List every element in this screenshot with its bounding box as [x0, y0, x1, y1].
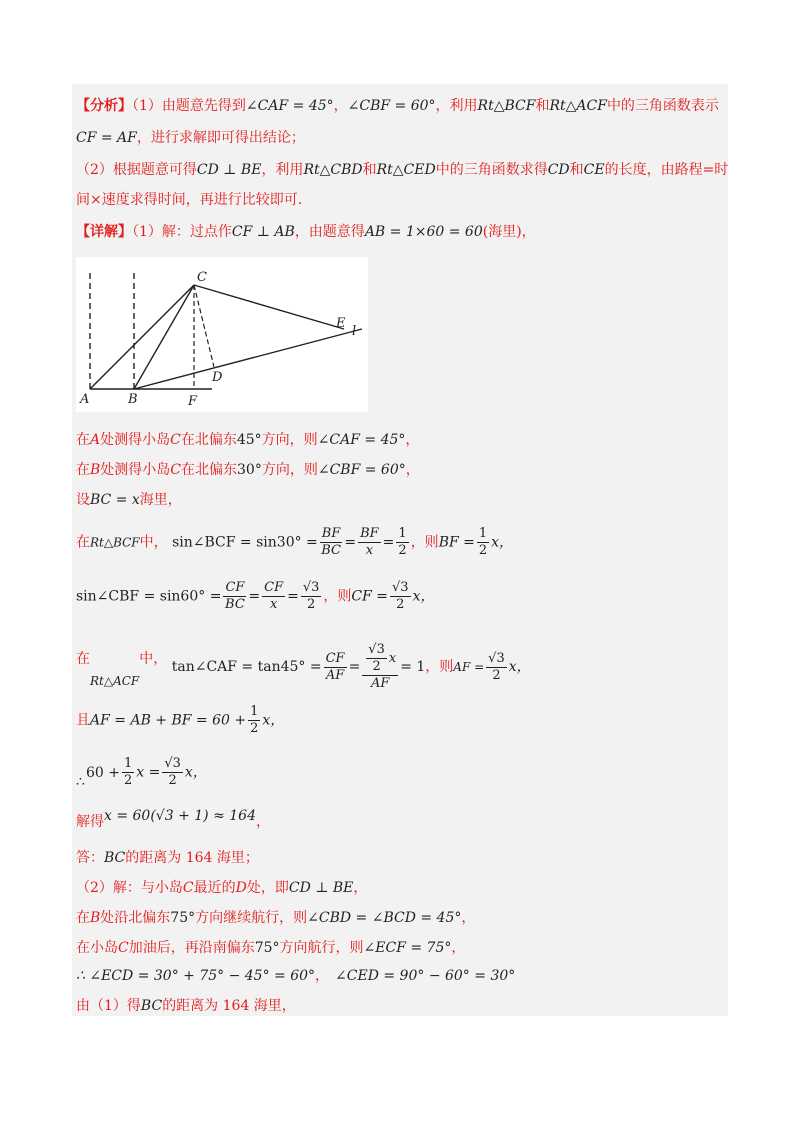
- math-cd: CD: [547, 162, 570, 178]
- math-rt-ced: Rt△CED: [376, 162, 436, 178]
- text: 在小岛: [76, 940, 118, 956]
- den: 2: [396, 597, 405, 612]
- text: 75°: [254, 940, 280, 956]
- text: 在北偏东: [180, 432, 237, 448]
- math: BC: [140, 998, 163, 1014]
- text: 处沿北偏东: [100, 910, 171, 926]
- text: 在: [76, 534, 90, 551]
- math: x =: [136, 764, 161, 781]
- line-cd: [194, 285, 214, 367]
- math-rt-cbd: Rt△CBD: [303, 162, 363, 178]
- text: 30°: [237, 462, 262, 478]
- text: D: [235, 880, 247, 896]
- text: 处测得小岛: [100, 462, 171, 478]
- text: 和: [362, 162, 377, 178]
- geometry-svg: [76, 257, 368, 412]
- sol-line-14: [76, 966, 515, 986]
- math: x，: [184, 764, 207, 781]
- math: x = 60(√3 + 1) ≈ 164: [104, 808, 256, 824]
- den: 2: [168, 773, 177, 788]
- den: 2: [306, 597, 316, 612]
- text: ，: [451, 940, 466, 956]
- analysis-line-1: [76, 96, 719, 116]
- text: 在: [76, 910, 90, 926]
- frac: [162, 756, 183, 789]
- math: ∠CBF = 60°: [317, 462, 406, 478]
- text: ，则: [323, 588, 352, 605]
- num: √3: [368, 642, 385, 657]
- line-ac: [90, 285, 194, 389]
- math: x，: [412, 588, 435, 605]
- text: C: [182, 880, 194, 896]
- math: sin∠CBF = sin60° =: [76, 588, 222, 605]
- text: ，由题意得: [294, 224, 365, 240]
- eq: =: [344, 534, 357, 551]
- text: 的长度，由路程=时: [604, 162, 729, 178]
- frac: [122, 756, 134, 789]
- math-cf-ab: CF ⊥ AB: [231, 224, 295, 240]
- num: √3: [164, 756, 181, 771]
- analysis-line-2: [76, 128, 305, 148]
- text: 处，即: [246, 880, 289, 896]
- text: 在: [76, 462, 90, 478]
- frac: [390, 580, 411, 613]
- detail-tag: 【详解】: [76, 224, 132, 240]
- math: sin∠BCF = sin30° =: [172, 534, 318, 551]
- sol-line-1: [76, 430, 419, 450]
- math: CD ⊥ BE: [288, 880, 354, 896]
- num: CF: [264, 580, 284, 595]
- sol-line-9: [76, 806, 270, 830]
- den: 2: [478, 543, 488, 558]
- text: 75°: [170, 910, 196, 926]
- math: ∠ECF = 75°: [363, 940, 452, 956]
- text: C: [118, 940, 129, 956]
- sol-line-3: [76, 490, 182, 510]
- text: （1）由题意先得到: [132, 98, 246, 114]
- den: AF: [371, 676, 390, 691]
- text: 加油后，再沿南偏东: [128, 940, 255, 956]
- frac: [248, 704, 260, 737]
- math: x，: [491, 534, 514, 551]
- den: 2: [398, 543, 407, 558]
- frac-compound: [362, 642, 398, 692]
- text: 方向航行，则: [279, 940, 364, 956]
- math: = 1: [400, 659, 426, 675]
- text: 中，: [139, 534, 168, 551]
- math: ∴ ∠ECD = 30° + 75° − 45° = 60°: [76, 968, 316, 984]
- sol-line-2: [76, 460, 420, 480]
- num: BF: [360, 526, 379, 541]
- frac: [320, 526, 343, 559]
- analysis-line-3: [76, 160, 728, 180]
- eq: =: [348, 659, 361, 675]
- label-b: B: [128, 392, 138, 407]
- num: √3: [488, 650, 505, 666]
- text: 方向，则: [261, 432, 318, 448]
- den: 2: [124, 773, 133, 788]
- text: ，: [405, 462, 420, 478]
- frac: [486, 651, 507, 684]
- num: 1: [398, 526, 407, 541]
- sol-line-4: [76, 526, 513, 559]
- math: Rt△ACF: [90, 674, 140, 688]
- text: 答：: [76, 850, 104, 866]
- den: 2: [492, 667, 501, 683]
- text: 的距离为 164 海里；: [125, 850, 259, 866]
- var: x: [388, 651, 397, 666]
- text: （2）根据题意可得: [76, 162, 197, 178]
- text: A: [90, 432, 101, 448]
- num: CF: [225, 580, 245, 595]
- label-d: D: [212, 370, 223, 385]
- frac: [396, 526, 408, 559]
- text: 方向，则: [261, 462, 318, 478]
- math: Rt△BCF: [90, 535, 140, 550]
- text: ，: [353, 880, 368, 896]
- den: 2: [372, 659, 381, 674]
- den: AF: [325, 667, 345, 683]
- frac: [358, 526, 381, 559]
- text: 在: [76, 432, 90, 448]
- text: 在北偏东: [181, 462, 238, 478]
- label-l: l: [352, 324, 357, 339]
- math-cbf: ∠CBF = 60°: [347, 98, 436, 114]
- text: （1）解：过点作: [132, 224, 232, 240]
- den: BC: [225, 597, 245, 612]
- math: x，: [262, 712, 285, 729]
- text: ，利用: [261, 162, 304, 178]
- math: 60 +: [86, 764, 120, 781]
- num: CF: [325, 650, 345, 666]
- text: ，利用: [435, 98, 478, 114]
- label-f: F: [188, 394, 198, 409]
- den: 2: [250, 721, 259, 736]
- den: BC: [321, 543, 341, 558]
- text: 最近的: [193, 880, 236, 896]
- eq: =: [287, 588, 299, 605]
- sol-line-15: [76, 996, 296, 1016]
- math-rt-acf: Rt△ACF: [549, 98, 607, 114]
- label-c: C: [197, 270, 207, 285]
- sol-therefore: [76, 772, 85, 792]
- analysis-tag: 【分析】: [76, 98, 132, 114]
- text: 和: [569, 162, 584, 178]
- text: ，: [315, 968, 330, 984]
- text: 且: [76, 712, 90, 729]
- num: 1: [250, 704, 259, 719]
- sol-line-8: [76, 756, 207, 789]
- text: 间×速度求得时间，再进行比较即可.: [76, 192, 303, 208]
- text: 中的三角函数求得: [435, 162, 548, 178]
- text: ，: [461, 910, 476, 926]
- math: AF =: [453, 660, 485, 674]
- frac: [301, 580, 322, 613]
- text: 解得: [76, 814, 104, 830]
- eq: =: [382, 534, 395, 551]
- math: CF =: [351, 588, 389, 605]
- label-e: E: [336, 316, 346, 331]
- line-be: [134, 329, 362, 389]
- math-caf: ∠CAF = 45°: [245, 98, 334, 114]
- text: （2）解：与小岛: [76, 880, 183, 896]
- text: B: [90, 462, 101, 478]
- sol-line-12: [76, 908, 475, 928]
- analysis-line-4: [76, 190, 302, 210]
- num: √3: [302, 580, 320, 595]
- text: 由（1）得: [76, 998, 141, 1014]
- sol-line-7: [76, 704, 284, 737]
- num: BF: [321, 526, 341, 541]
- text: 海里，: [139, 492, 182, 508]
- frac: [477, 526, 489, 559]
- text: 中，: [139, 651, 168, 667]
- math: tan∠CAF = tan45° =: [171, 659, 322, 675]
- math-cf-af: CF = AF: [76, 130, 137, 146]
- sol-line-5: [76, 580, 434, 613]
- detail-line-1: [76, 222, 536, 242]
- line-ce: [194, 285, 344, 329]
- text: 方向继续航行，则: [195, 910, 308, 926]
- text: ，进行求解即可得出结论；: [136, 130, 305, 146]
- num: 1: [124, 756, 133, 771]
- math: ∠CAF = 45°: [317, 432, 406, 448]
- sol-line-10: [76, 848, 259, 868]
- line-bc: [134, 285, 194, 389]
- sol-line-11: [76, 878, 367, 898]
- num: 1: [478, 526, 488, 541]
- text: ，: [255, 814, 270, 830]
- math: BC: [104, 850, 126, 866]
- text: ，则: [410, 534, 439, 551]
- math: ∠CBD = ∠BCD = 45°: [307, 910, 462, 926]
- den: x: [365, 543, 374, 558]
- den: x: [269, 597, 278, 612]
- math: x，: [508, 659, 531, 675]
- frac: [324, 651, 347, 684]
- math: ∠CED = 90° − 60° = 30°: [335, 968, 516, 984]
- text: C: [170, 432, 181, 448]
- text: 在: [76, 651, 90, 667]
- math: AF = AB + BF = 60 +: [90, 712, 247, 729]
- math: BC = x: [90, 492, 140, 508]
- text: 和: [535, 98, 550, 114]
- geometry-diagram: [76, 257, 368, 412]
- frac: [262, 580, 285, 613]
- math-ce: CE: [583, 162, 605, 178]
- label-a: A: [80, 392, 90, 407]
- text: 处测得小岛: [100, 432, 171, 448]
- text: (海里)，: [482, 224, 536, 240]
- math-cd-be: CD ⊥ BE: [196, 162, 262, 178]
- therefore-symbol: ∴: [76, 774, 85, 790]
- text: 45°: [236, 432, 262, 448]
- num: [362, 642, 398, 676]
- text: ，: [405, 432, 420, 448]
- sol-line-13: [76, 938, 465, 958]
- num: √3: [392, 580, 409, 595]
- text: C: [170, 462, 182, 478]
- text: ，则: [425, 659, 454, 675]
- text: ，: [333, 98, 348, 114]
- text: 中的三角函数表示: [606, 98, 719, 114]
- frac: [223, 580, 246, 613]
- math-ab: AB = 1×60 = 60: [364, 224, 483, 240]
- math: BF =: [438, 534, 475, 551]
- sol-line-6: [76, 642, 531, 692]
- math-rt-bcf: Rt△BCF: [477, 98, 536, 114]
- text: 设: [76, 492, 90, 508]
- text: 的距离为 164 海里，: [162, 998, 296, 1014]
- frac: [366, 642, 387, 675]
- text: B: [90, 910, 101, 926]
- eq: =: [248, 588, 261, 605]
